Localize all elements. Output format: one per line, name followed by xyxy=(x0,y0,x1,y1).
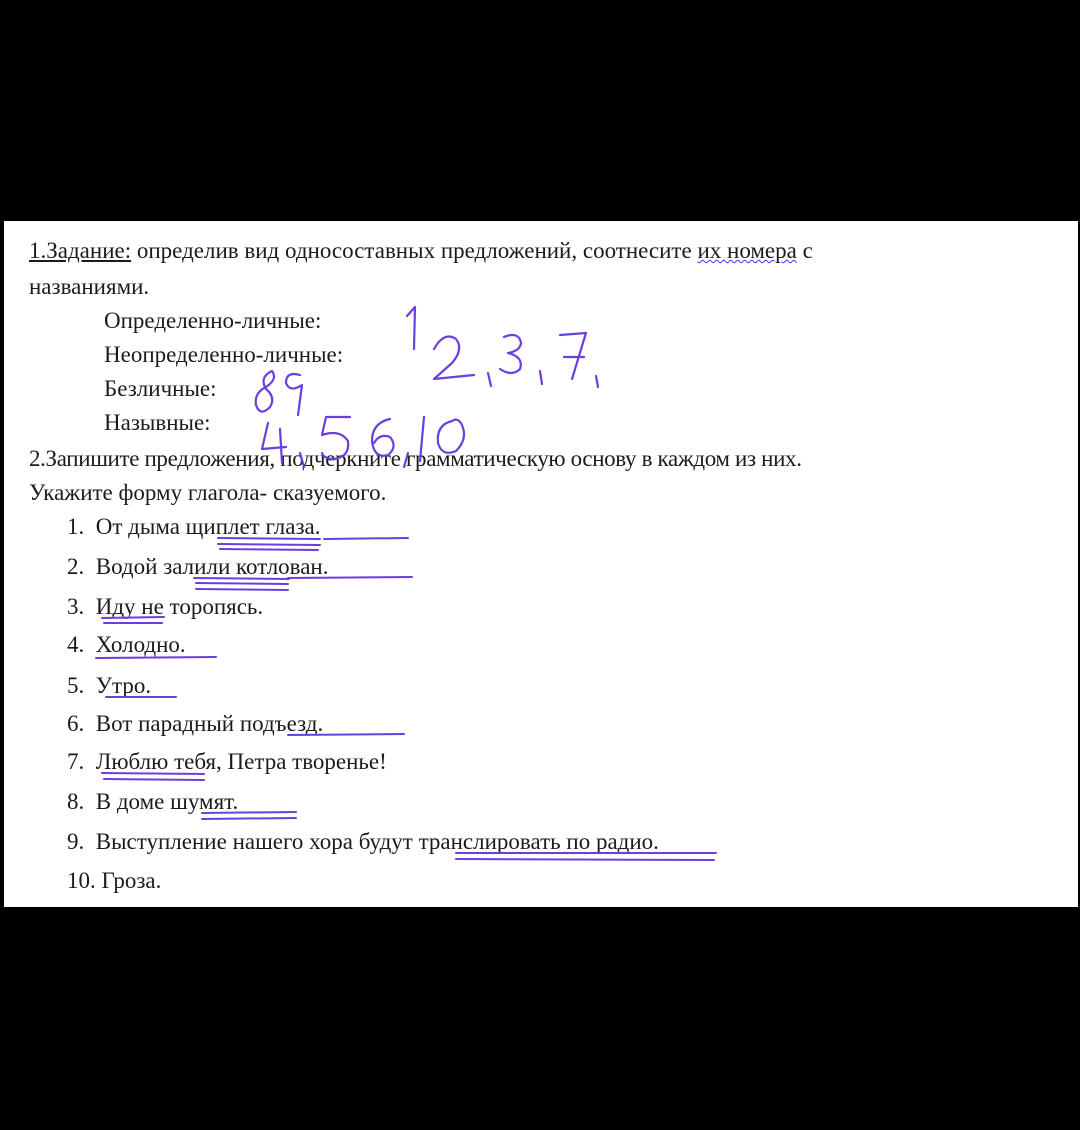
sentence-item: 5. Утро. xyxy=(67,673,152,698)
task1-line2: названиями. xyxy=(29,274,150,299)
task1-prefix: 1.Задание: xyxy=(29,238,132,263)
handwritten-answer-indefinite xyxy=(434,333,598,387)
sentence-item: 9. Выступление нашего хора будут транслировать по радио. xyxy=(67,829,659,854)
handwritten-answer-nominative xyxy=(262,417,464,467)
sentence-item: 10. Гроза. xyxy=(67,868,162,893)
task2-line2: Укажите форму глагола- сказуемого. xyxy=(29,480,387,505)
category-impersonal: Безличные: xyxy=(104,376,217,401)
sentence-item: 3. Иду не торопясь. xyxy=(67,594,264,619)
handwritten-answer-impersonal xyxy=(256,371,302,415)
worksheet xyxy=(4,221,1078,907)
task1-wavy: их номера xyxy=(697,238,797,263)
category-definite: Определенно-личные: xyxy=(104,308,322,333)
sentence-item: 7. Люблю тебя, Петра творенье! xyxy=(67,749,387,774)
category-nominative: Назывные: xyxy=(104,410,211,435)
task2-line1: 2.Запишите предложения, подчеркните грамматическую основу в каждом из них. xyxy=(29,446,802,471)
task1-text: определив вид односоставных предложений, соотнесите xyxy=(131,238,698,263)
handwriting-layer xyxy=(4,221,1078,907)
sentence-item: 8. В доме шумят. xyxy=(67,789,239,814)
category-indefinite: Неопределенно-личные: xyxy=(104,342,344,367)
sentence-item: 6. Вот парадный подъезд. xyxy=(67,711,324,736)
task1-suffix: с xyxy=(796,238,813,263)
handwritten-answer-definite xyxy=(407,307,415,349)
sentence-item: 4. Холодно. xyxy=(67,632,186,657)
sentence-item: 1. От дыма щиплет глаза. xyxy=(67,514,321,539)
underline-marks xyxy=(96,538,716,860)
sentence-item: 2. Водой залили котлован. xyxy=(67,554,329,579)
